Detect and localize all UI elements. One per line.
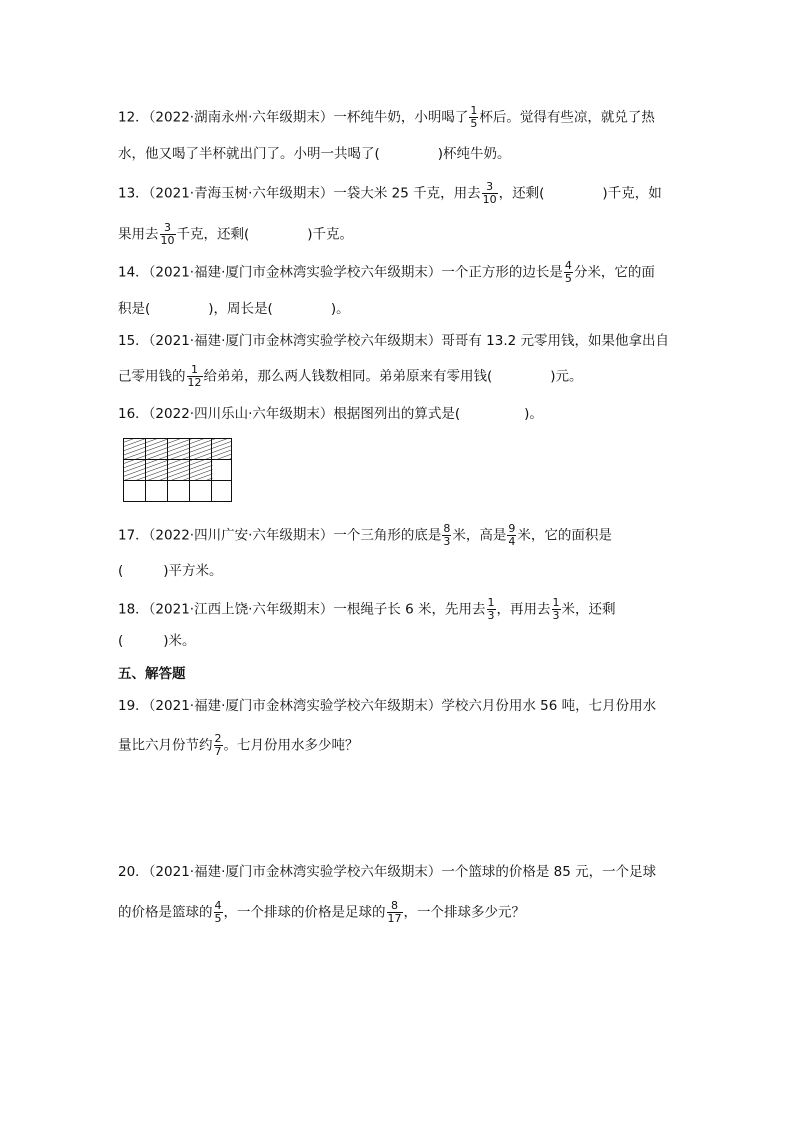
fraction: $\frac{4}{5}$ [564, 259, 572, 285]
q16-line1: 16．（2022·四川乐山·六年级期末）根据图列出的算式是( )。 [118, 406, 543, 422]
fraction: $\frac{1}{12}$ [187, 363, 202, 389]
q15-line2: 己零用钱的 $\frac{1}{12}$ 给弟弟，那么两人钱数相同。弟弟原来有零用钱( )元。 [118, 363, 583, 389]
q15-line1: 15．（2021·福建·厦门市金林湾实验学校六年级期末）哥哥有 13.2 元零用钱，如果他拿出自 [118, 333, 670, 349]
q17-line1: 17．（2022·四川广安·六年级期末）一个三角形的底是 $\frac{8}{3}$ 米，高是 $\frac{9}{4}$ 米，它的面积是 [118, 522, 612, 548]
q12-line1: 12．（2022·湖南永州·六年级期末）一杯纯牛奶，小明喝了 $\frac{1}{5}$ 杯后。觉得有些凉，就兑了热 [118, 104, 655, 130]
fraction: $\frac{4}{5}$ [214, 899, 222, 925]
q19-line1: 19．（2021·福建·厦门市金林湾实验学校六年级期末）学校六月份用水 56 吨，七月份用水 [118, 698, 657, 714]
fraction: $\frac{8}{3}$ [443, 522, 451, 548]
fraction: $\frac{1}{5}$ [470, 104, 478, 130]
q13-line1: 13．（2021·青海玉树·六年级期末）一袋大米 25 千克，用去 $\frac{3}{10}$ ，还剩( )千克，如 [118, 180, 662, 206]
fraction: $\frac{1}{3}$ [487, 596, 495, 622]
fraction: $\frac{8}{17}$ [387, 899, 402, 925]
q12-line2: 水，他又喝了半杯就出门了。小明一共喝了( )杯纯牛奶。 [118, 146, 511, 162]
q17-line2: ( )平方米。 [118, 563, 223, 579]
shaded-row-1 [124, 439, 232, 460]
fraction: $\frac{3}{10}$ [160, 221, 175, 247]
fraction: $\frac{1}{3}$ [552, 596, 560, 622]
q20-line2: 的价格是篮球的 $\frac{4}{5}$ ，一个排球的价格是足球的 $\frac{8}{17}$ ，一个排球多少元？ [118, 899, 525, 925]
fraction: $\frac{9}{4}$ [508, 522, 516, 548]
section-heading: 五、解答题 [118, 666, 186, 682]
q20-line1: 20．（2021·福建·厦门市金林湾实验学校六年级期末）一个篮球的价格是 85 元，一个足球 [118, 864, 657, 880]
q19-line2: 量比六月份节约 $\frac{2}{7}$ 。七月份用水多少吨？ [118, 732, 359, 758]
q14-line2: 积是( )，周长是( )。 [118, 301, 350, 317]
q18-line1: 18．（2021·江西上饶·六年级期末）一根绳子长 6 米，先用去 $\frac{1}{3}$ ，再用去 $\frac{1}{3}$ 米，还剩 [118, 596, 616, 622]
q18-line2: ( )米。 [118, 633, 196, 649]
q14-line1: 14．（2021·福建·厦门市金林湾实验学校六年级期末）一个正方形的边长是 $\frac{4}{5}$ 分米，它的面 [118, 259, 655, 285]
fraction: $\frac{2}{7}$ [214, 732, 222, 758]
grid-drawing [123, 438, 233, 502]
fraction: $\frac{3}{10}$ [482, 180, 497, 206]
q13-line2: 果用去 $\frac{3}{10}$ 千克，还剩( )千克。 [118, 221, 354, 247]
fraction-grid-figure [123, 438, 233, 506]
